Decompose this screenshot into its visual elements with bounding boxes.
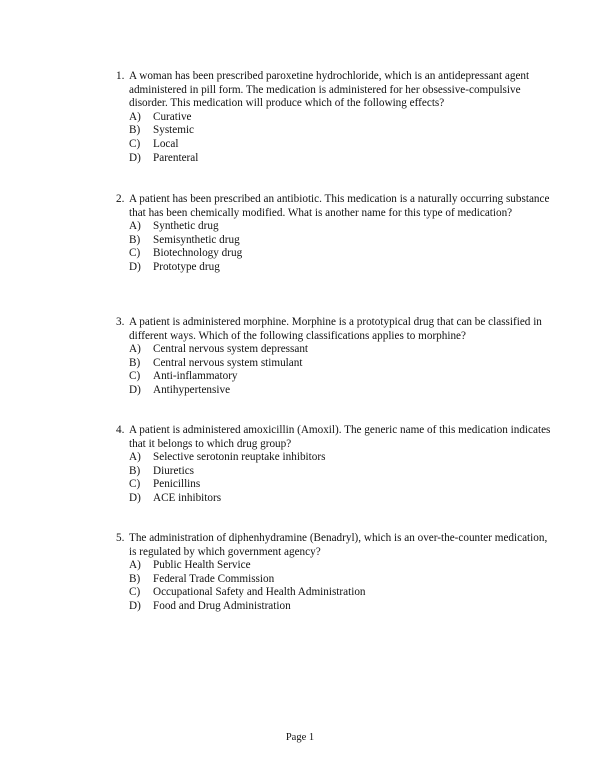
- choice-d: [116, 261, 556, 275]
- choice-b: [116, 465, 556, 479]
- page-number: Page 1: [285, 732, 315, 743]
- choice-text: Selective serotonin reuptake inhibitors: [153, 451, 326, 464]
- choice-a: [116, 451, 556, 465]
- choice-text: Food and Drug Administration: [153, 599, 291, 612]
- question-number: 1.: [116, 70, 125, 82]
- question-stem: [116, 193, 556, 220]
- question-number: 4.: [116, 424, 125, 436]
- choice-text: Synthetic drug: [153, 220, 219, 233]
- choice-b: [116, 124, 556, 138]
- choice-c: [116, 478, 556, 492]
- question-text: The administration of diphenhydramine (Benadryl), which is an over-the-counter medication, is regulated by which government agency?: [129, 532, 548, 558]
- choice-letter: D): [129, 599, 141, 612]
- question-number: 5.: [116, 532, 125, 544]
- question-text: A patient is administered morphine. Morphine is a prototypical drug that can be classified in different ways. Which of the following classifications applies to morphine?: [129, 316, 542, 342]
- choice-c: [116, 247, 556, 261]
- question-stem: [116, 316, 556, 343]
- choice-d: [116, 152, 556, 166]
- choice-letter: A): [129, 220, 141, 233]
- choice-text: Parenteral: [153, 151, 199, 164]
- choice-a: [116, 343, 556, 357]
- choice-letter: A): [129, 110, 141, 123]
- choice-letter: D): [129, 491, 141, 504]
- choice-letter: A): [129, 451, 141, 464]
- choice-text: Antihypertensive: [153, 383, 231, 396]
- choice-letter: C): [129, 137, 141, 150]
- choice-text: Biotechnology drug: [153, 247, 243, 260]
- choice-c: [116, 370, 556, 384]
- question-text: A patient has been prescribed an antibiotic. This medication is a naturally occurring substance that has been chemically modified. What is another name for this type of medication?: [129, 193, 550, 219]
- choice-text: Occupational Safety and Health Administration: [153, 586, 366, 599]
- question-1: [116, 70, 556, 165]
- choice-letter: C): [129, 478, 141, 491]
- choice-text: Penicillins: [153, 478, 201, 491]
- choice-letter: B): [129, 233, 141, 246]
- question-number: 2.: [116, 193, 125, 205]
- choice-letter: B): [129, 124, 141, 137]
- choice-letter: D): [129, 260, 141, 273]
- choice-text: Central nervous system depressant: [153, 343, 309, 356]
- choice-text: Central nervous system stimulant: [153, 356, 303, 369]
- choice-text: Semisynthetic drug: [153, 233, 240, 246]
- question-stem: [116, 424, 556, 451]
- question-text: A patient is administered amoxicillin (Amoxil). The generic name of this medication indicates that it belongs to which drug group?: [129, 424, 551, 450]
- choice-text: Federal Trade Commission: [153, 572, 275, 585]
- choice-d: [116, 384, 556, 398]
- question-stem: [116, 70, 556, 111]
- question-stem: [116, 532, 556, 559]
- choice-letter: A): [129, 343, 141, 356]
- choice-b: [116, 573, 556, 587]
- choice-letter: D): [129, 151, 141, 164]
- question-2: [116, 193, 556, 275]
- choice-text: Prototype drug: [153, 260, 220, 273]
- choice-letter: B): [129, 464, 141, 477]
- choice-text: Local: [153, 137, 179, 150]
- choice-text: Systemic: [153, 124, 195, 137]
- question-number: 3.: [116, 316, 125, 328]
- choice-d: [116, 492, 556, 506]
- choice-letter: C): [129, 247, 141, 260]
- choice-text: Curative: [153, 110, 192, 123]
- question-text: A woman has been prescribed paroxetine hydrochloride, which is an antidepressant agent administered in pill form. The medication is administered for her obsessive-compulsive disorder. This medication will produce which of the following effects?: [129, 70, 530, 110]
- choice-b: [116, 357, 556, 371]
- choice-letter: A): [129, 559, 141, 572]
- choice-a: [116, 220, 556, 234]
- question-3: [116, 316, 556, 398]
- question-5: [116, 532, 556, 614]
- choice-text: Public Health Service: [153, 559, 251, 572]
- choice-letter: C): [129, 586, 141, 599]
- choice-text: Anti-inflammatory: [153, 370, 238, 383]
- choice-d: [116, 600, 556, 614]
- choice-c: [116, 586, 556, 600]
- choice-a: [116, 559, 556, 573]
- choice-letter: B): [129, 356, 141, 369]
- question-4: [116, 424, 556, 506]
- choice-letter: D): [129, 383, 141, 396]
- choice-text: ACE inhibitors: [153, 491, 222, 504]
- choice-a: [116, 111, 556, 125]
- choice-c: [116, 138, 556, 152]
- choice-text: Diuretics: [153, 464, 195, 477]
- choice-b: [116, 234, 556, 248]
- choice-letter: B): [129, 572, 141, 585]
- choice-letter: C): [129, 370, 141, 383]
